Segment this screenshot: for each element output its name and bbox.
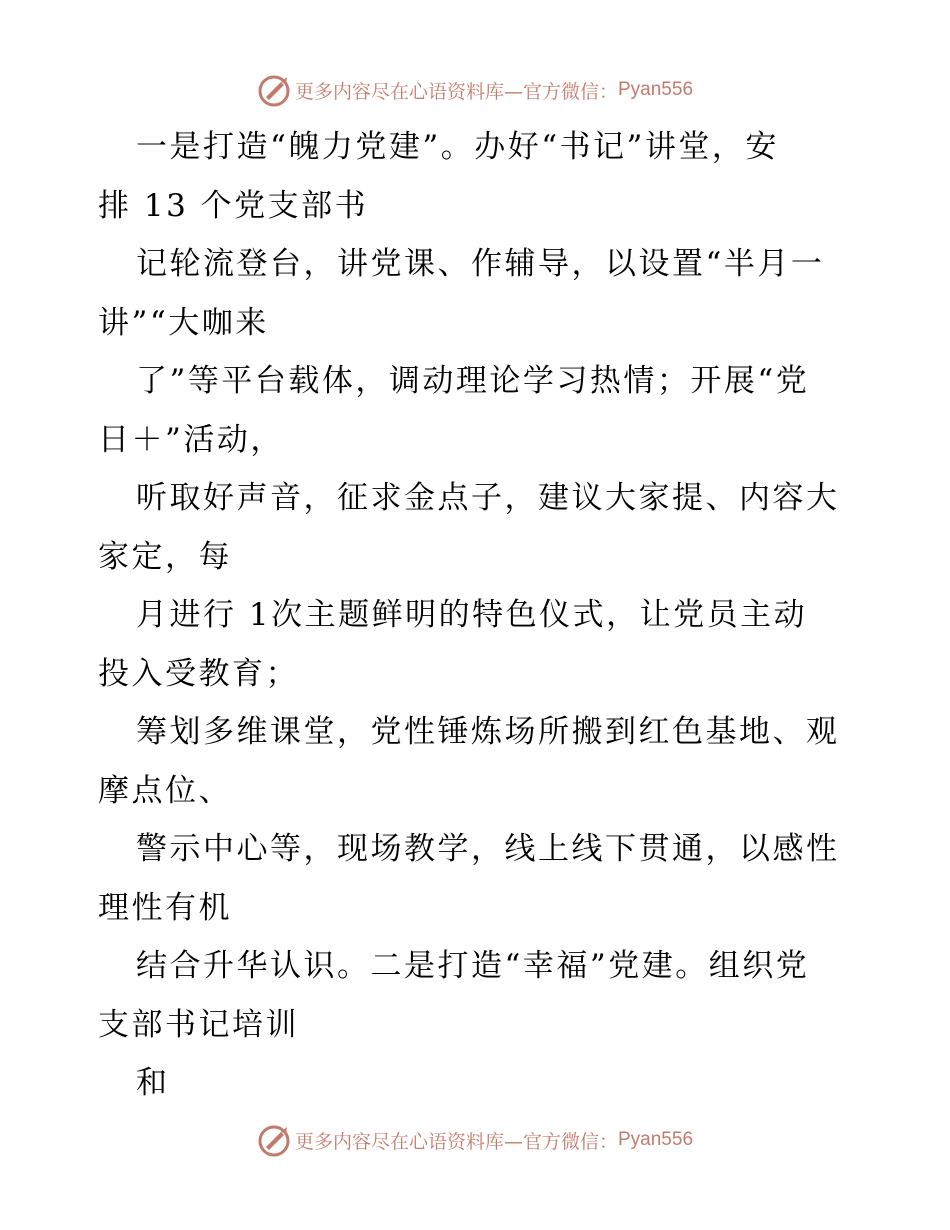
watermark-text: 更多内容尽在心语资料库—官方微信： bbox=[294, 80, 618, 103]
footer-watermark bbox=[0, 1120, 950, 1160]
text-line: 结合升华认识。二是打造“幸福”党建。组织党 bbox=[136, 948, 810, 984]
text-line: 讲”“大咖来 bbox=[98, 304, 269, 341]
text-line: 支部书记培训 bbox=[98, 1006, 299, 1043]
text-line: 和 bbox=[136, 1065, 170, 1101]
text-line: 一是打造“魄力党建”。办好“书记”讲堂，安 bbox=[136, 129, 779, 165]
text-line: 了”等平台载体，调动理论学习热情；开展“党 bbox=[136, 363, 810, 399]
header-watermark bbox=[0, 70, 950, 110]
text-line: 警示中心等，现场教学，线上线下贯通，以感性 bbox=[136, 831, 840, 867]
text-line: 摩点位、 bbox=[98, 772, 232, 809]
quill-seal-icon bbox=[257, 73, 291, 107]
text-line: 月进行 1次主题鲜明的特色仪式，让党员主动 bbox=[136, 597, 808, 633]
watermark-wechat-id: Pyan556 bbox=[618, 79, 694, 100]
text-line: 记轮流登台，讲党课、作辅导，以设置“半月一 bbox=[136, 246, 825, 282]
text-line: 听取好声音，征求金点子，建议大家提、内容大 bbox=[136, 480, 840, 516]
watermark-wechat-id: Pyan556 bbox=[618, 1129, 694, 1150]
text-line: 筹划多维课堂，党性锤炼场所搬到红色基地、观 bbox=[136, 714, 840, 750]
text-line: 排 13 个党支部书 bbox=[98, 187, 369, 224]
text-line: 日＋”活动， bbox=[98, 421, 284, 458]
document-body bbox=[98, 118, 858, 1113]
text-line: 家定，每 bbox=[98, 538, 232, 575]
quill-seal-icon bbox=[257, 1123, 291, 1157]
text-line: 理性有机 bbox=[98, 889, 232, 926]
text-line: 投入受教育； bbox=[98, 655, 299, 692]
watermark-text: 更多内容尽在心语资料库—官方微信： bbox=[294, 1130, 618, 1153]
